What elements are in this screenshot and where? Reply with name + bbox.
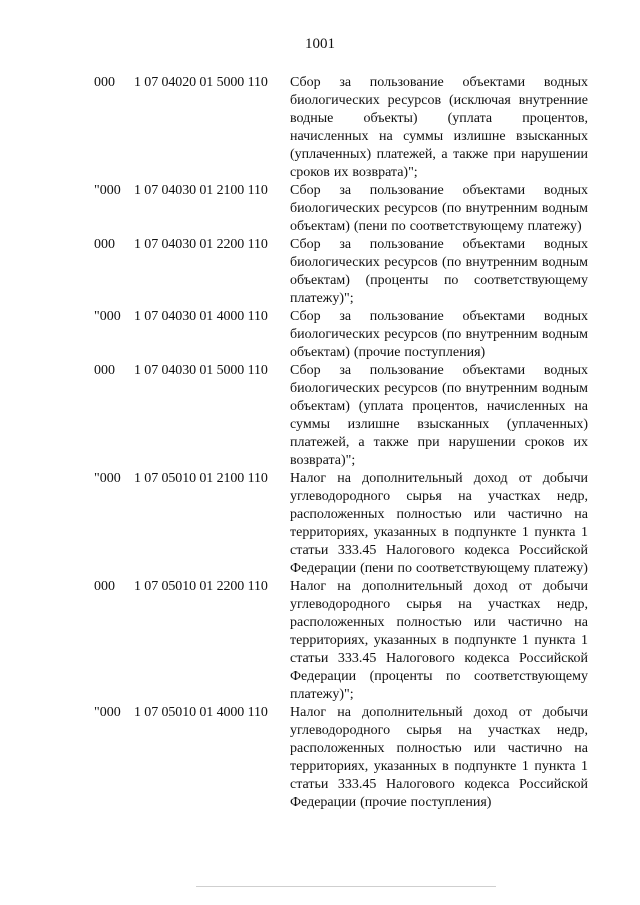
budget-classification-code: 1 07 05010 01 4000 110 <box>134 705 268 720</box>
admin-code: "000 <box>94 183 121 198</box>
admin-code: 000 <box>94 75 115 90</box>
admin-code: 000 <box>94 579 115 594</box>
budget-code-table <box>0 74 640 812</box>
admin-code: "000 <box>94 309 121 324</box>
scan-artifact-line <box>196 886 496 887</box>
table-row <box>0 470 640 578</box>
admin-code: "000 <box>94 471 121 486</box>
budget-classification-code: 1 07 04030 01 4000 110 <box>134 309 268 324</box>
page-number: 1001 <box>305 36 335 52</box>
budget-classification-code: 1 07 04030 01 2100 110 <box>134 183 268 198</box>
table-row <box>0 362 640 470</box>
admin-code: 000 <box>94 363 115 378</box>
income-description: Сбор за пользование объектами водных биологических ресурсов (по внутренним водным объектам) (пени по соответствующему платежу) <box>290 183 588 234</box>
budget-classification-code: 1 07 04030 01 2200 110 <box>134 237 268 252</box>
table-row <box>0 578 640 704</box>
income-description: Налог на дополнительный доход от добычи углеводородного сырья на участках недр, расположенных полностью или частично на территориях, указанных в подпункте 1 пункта 1 статьи 333.45 Налогового кодекса Российской Федерации (проценты по соответствующему платежу)"; <box>290 579 588 702</box>
table-row <box>0 308 640 362</box>
income-description: Сбор за пользование объектами водных биологических ресурсов (исключая внутренние водные объекты) (уплата процентов, начисленных на суммы излишне взысканных (уплаченных) платежей, а также при нарушении сроков их возврата)"; <box>290 75 588 180</box>
budget-classification-code: 1 07 05010 01 2100 110 <box>134 471 268 486</box>
budget-classification-code: 1 07 04030 01 5000 110 <box>134 363 268 378</box>
income-description: Налог на дополнительный доход от добычи углеводородного сырья на участках недр, расположенных полностью или частично на территориях, указанных в подпункте 1 пункта 1 статьи 333.45 Налогового кодекса Российской Федерации (прочие поступления) <box>290 705 588 810</box>
admin-code: "000 <box>94 705 121 720</box>
income-description: Сбор за пользование объектами водных биологических ресурсов (по внутренним водным объектам) (прочие поступления) <box>290 309 588 360</box>
budget-classification-code: 1 07 05010 01 2200 110 <box>134 579 268 594</box>
table-row <box>0 74 640 182</box>
table-row <box>0 236 640 308</box>
admin-code: 000 <box>94 237 115 252</box>
income-description: Сбор за пользование объектами водных биологических ресурсов (по внутренним водным объектам) (уплата процентов, начисленных на суммы излишне взысканных (уплаченных) платежей, а также при нарушении сроков их возврата)"; <box>290 363 588 468</box>
budget-classification-code: 1 07 04020 01 5000 110 <box>134 75 268 90</box>
income-description: Сбор за пользование объектами водных биологических ресурсов (по внутренним водным объектам) (проценты по соответствующему платежу)"; <box>290 237 588 306</box>
income-description: Налог на дополнительный доход от добычи углеводородного сырья на участках недр, расположенных полностью или частично на территориях, указанных в подпункте 1 пункта 1 статьи 333.45 Налогового кодекса Российской Федерации (пени по соответствующему платежу) <box>290 471 588 576</box>
table-row <box>0 182 640 236</box>
table-row <box>0 704 640 812</box>
